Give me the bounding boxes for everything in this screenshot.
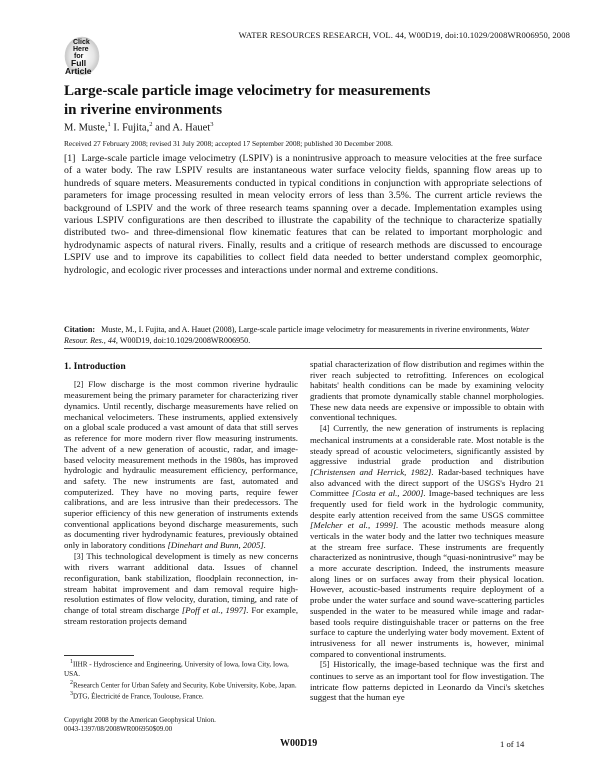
citation-text: Muste, M., I. Fujita, and A. Hauet (2008), Large-scale particle image velocimetry for measurements in riverine environments, xyxy=(101,325,509,334)
paragraph-text: For example, stream restoration projects demand xyxy=(64,605,299,626)
paragraph-2 xyxy=(64,379,298,551)
paragraph-number: [5] xyxy=(320,660,330,670)
paragraph-5 xyxy=(310,659,544,703)
footer-article-id: W00D19 xyxy=(280,738,318,749)
reference: [Dinehart and Bunn, 2005]. xyxy=(167,540,266,550)
paragraph-text: Historically, the image-based technique was the first and continues to serve as an important tool for flow investigation. The intricate flow patterns depicted in Leonardo da Vinci's sketches suggest that the human eye xyxy=(310,659,545,703)
paragraph-text: Currently, the new generation of instruments is replacing mechanical instruments at a considerable rate. Most notable is the steady spread of acoustic velocimeters, significantly assisted by aggressive industrial grade production and distribution xyxy=(310,423,545,467)
reference: [Costa et al., 2000]. xyxy=(351,488,426,499)
divider xyxy=(64,348,542,349)
footnote-divider xyxy=(64,655,134,656)
footnote-text: DTG, Électricité de France, Toulouse, France. xyxy=(72,692,204,701)
running-head: WATER RESOURCES RESEARCH, VOL. 44, W00D19, doi:10.1029/2008WR006950, 2008 xyxy=(238,30,570,40)
author-conjunction: and xyxy=(155,122,171,134)
affiliation-marker: 2 xyxy=(149,121,153,128)
copyright xyxy=(64,716,298,734)
article-title xyxy=(64,82,494,120)
logo-line-4: Full xyxy=(71,58,87,68)
issn-line: 0043-1397/08/2008WR006950$09.00 xyxy=(64,725,173,733)
paragraph-text: Image-based techniques are less frequently used for field work in the hydrologic community, despite early attention received from the same USGS committee xyxy=(310,488,544,520)
reference: [Christensen and Herrick, 1982]. xyxy=(310,466,434,477)
citation-label: Citation: xyxy=(64,325,96,334)
abstract xyxy=(64,153,542,277)
footnote xyxy=(64,658,298,679)
logo-line-1: Click xyxy=(73,39,90,46)
abstract-text: Large-scale particle image velocimetry (LSPIV) is a nonintrusive approach to measure velocities at the free surface of a water body. The raw LSPIV results are instantaneous water surface velocity fields, spanning flow areas up to hundreds of square meters. Measurements conducted in typical conditions in conjunction with appropriate selections of parameters for image processing resulted in mean velocity errors of less than 3.5%. The current article reviews the background of LSPIV and the work of three research teams spanning over a decade. Implementation examples using various LSPIV configurations are then described to illustrate the capability of the technique to characterize spatially distributed two- and three-dimensional flow kinematic features that can be related to important morphologic and hydrodynamic aspects of natural rivers. Finally, results and a critique of research methods are discussed to encourage LSPIV use and to improve its capabilities to collect field data needed to better understand complex geomorphic, hydrologic, and ecologic river processes and interactions under normal and extreme conditions. xyxy=(64,153,542,276)
affiliation-marker: 3 xyxy=(210,121,214,128)
footnote-marker: 3 xyxy=(70,691,73,698)
title-line-1: Large-scale particle image velocimetry for measurements xyxy=(64,83,431,99)
paragraph-number: [3] xyxy=(74,551,84,561)
author-name: M. Muste, xyxy=(64,122,108,134)
author-name: I. Fujita, xyxy=(113,122,150,134)
reference: [Melcher et al., 1999]. xyxy=(310,520,399,531)
author-name: A. Hauet xyxy=(172,122,211,134)
footnote-text: IIHR - Hydroscience and Engineering, University of Iowa, Iowa City, Iowa, USA. xyxy=(64,660,289,678)
section-heading: 1. Introduction xyxy=(64,361,126,372)
citation-doi: W00D19, doi:10.1029/2008WR006950. xyxy=(119,336,251,345)
paragraph-text: Radar-based techniques have also advanced with the direct support of the USGS's Hydro 21 Committee xyxy=(310,466,544,499)
full-article-icon xyxy=(60,32,106,82)
full-article-logo[interactable] xyxy=(60,32,106,82)
footnote xyxy=(64,679,298,691)
copyright-line: Copyright 2008 by the American Geophysical Union. xyxy=(64,716,216,724)
citation-journal: Water Resour. Res., 44, xyxy=(64,325,530,345)
logo-line-2: Here xyxy=(73,46,89,53)
received-dates: Received 27 February 2008; revised 31 July 2008; accepted 17 September 2008; published 30 December 2008. xyxy=(64,139,393,148)
affiliation-marker: 1 xyxy=(107,121,111,128)
paragraph-3-continued: spatial characterization of flow distribution and regimes within the river reach subjected to retrofitting. Inferences on ecological habitats' health conditions can be made by examining velocity gradients that promote dynamically stable channel morphologies. These new data needs are expensive or impossible to obtain with conventional techniques. xyxy=(310,359,544,423)
footnote xyxy=(64,690,298,702)
paragraph-number: [2] xyxy=(74,379,84,389)
title-line-2: in riverine environments xyxy=(64,102,223,118)
page-number: 1 of 14 xyxy=(500,739,525,749)
footnote-marker: 2 xyxy=(70,679,73,686)
paragraph-text: The acoustic methods measure along verticals in the water body and the latter two techniques measure at the stream free surface. These instruments are frequently characterized as nonintrusive, though “quasi-nonintrusive” may be a more accurate description. Indeed, the instruments measure along lines or on surfaces away from their physical location. However, acoustic-based instruments require deployment of a probe under the water surface and sound wave-scattering particles suspended in the water to be measured while image and radar-based tools require distinguishable tracer or patterns on the free surface to capture the underlying water body movement. Extent of intrusiveness for all newer instruments is, however, minimal compared to conventional instruments. xyxy=(310,520,544,659)
paragraph-text: Flow discharge is the most common riverine hydraulic measurement being the primary parameter for characterizing river dynamics. Until recently, discharge measurements have relied on mechanical velocimeters. These instruments, applied extensively on a global scale produced a vast amount of data that still serves as reference for more modern river flow measuring instruments. The advent of a new generation of acoustic, radar, and image-based velocity measurement methods in the 1980s, has improved hydrologic and hydraulic measurement efficiency, performance, and safety. The new instruments are fast, automated and computerized. They have no moving parts, require fewer calibrations, and are less intrusive than their predecessors. The superior efficiency of this new generation of instruments extends conventional applications beyond discharge measurements, such as documenting river hydrodynamic features, previously obtained only in laboratory conditions xyxy=(64,378,299,550)
reference: [Poff et al., 1997]. xyxy=(181,605,249,616)
right-column xyxy=(310,359,544,703)
paragraph-number: [1] xyxy=(64,153,76,164)
footnote-text: Research Center for Urban Safety and Security, Kobe University, Kobe, Japan. xyxy=(72,681,297,690)
logo-line-5: Article xyxy=(65,66,92,76)
paragraph-3 xyxy=(64,551,298,627)
paragraph-text: This technological development is timely as new concerns with rivers warrant additional data. Issues of channel reconfiguration, bank stabilization, floodplain reconnection, in-stream habitat improvement and dam removal require high-resolution estimates of flow velocity, duration, timing, and rate of change of total stream discharge xyxy=(64,550,299,616)
left-column xyxy=(64,362,298,627)
author-list xyxy=(64,121,213,134)
paragraph-number: [4] xyxy=(320,424,330,434)
logo-line-3: for xyxy=(74,53,84,60)
footnote-marker: 1 xyxy=(70,659,73,665)
citation xyxy=(64,324,542,346)
footnotes xyxy=(64,658,298,702)
paragraph-4 xyxy=(310,423,544,659)
